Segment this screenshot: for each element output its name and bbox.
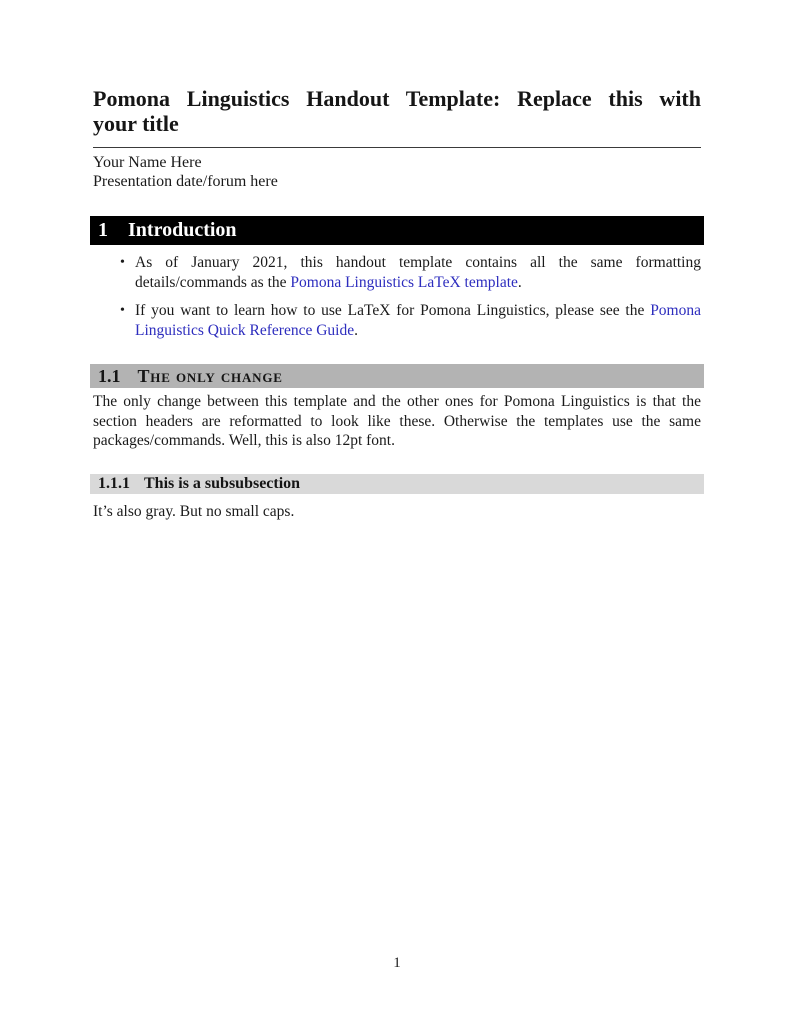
document-title-line-1: Pomona Linguistics Handout Template: Replace this with [93, 86, 701, 111]
page-number: 1 [393, 955, 401, 971]
subsection-heading-the-only-change [90, 364, 704, 388]
link-quick-reference-guide[interactable]: Pomona Linguistics Quick Reference Guide [135, 302, 701, 339]
bullet-text-end: . [517, 273, 522, 291]
section-title: Introduction [128, 219, 237, 241]
section-heading-introduction [90, 216, 704, 245]
title-divider-rule [93, 147, 701, 148]
subsubsection-body-paragraph: It’s also gray. But no small caps. [93, 503, 295, 520]
subsection-number: 1.1 [98, 365, 121, 386]
introduction-bullet-list [93, 253, 701, 349]
bullet-text-end: . [354, 321, 358, 339]
document-title [93, 86, 701, 136]
author-name: Your Name Here [93, 154, 202, 171]
bullet-marker-icon: • [120, 255, 125, 270]
bullet-text: If you want to learn how to use LaTeX for Pomona Linguistics, please see the [135, 302, 651, 319]
author-block [93, 153, 701, 191]
bullet-item-learn-latex [93, 301, 701, 340]
bullet-marker-icon: • [120, 303, 125, 318]
subsection-body-paragraph: The only change between this template and the other ones for Pomona Linguistics is that the section headers are reformatted to look like these. Otherwise the templates use the same packages/commands. Well, this is also 12pt font. [93, 393, 701, 449]
bullet-item-formatting-details [93, 253, 701, 292]
subsubsection-number: 1.1.1 [98, 475, 130, 492]
subsubsection-heading [90, 474, 704, 494]
presentation-venue: Presentation date/forum here [93, 173, 278, 190]
subsubsection-title: This is a subsubsection [144, 475, 301, 492]
link-pomona-latex-template[interactable]: Pomona Linguistics LaTeX template [290, 273, 518, 291]
document-title-line-2: your title [93, 111, 179, 136]
bullet-text: As of January 2021, this handout template contains all the same formatting details/commands as the [135, 254, 701, 291]
section-number: 1 [98, 219, 108, 241]
subsection-title: The only change [137, 365, 283, 386]
